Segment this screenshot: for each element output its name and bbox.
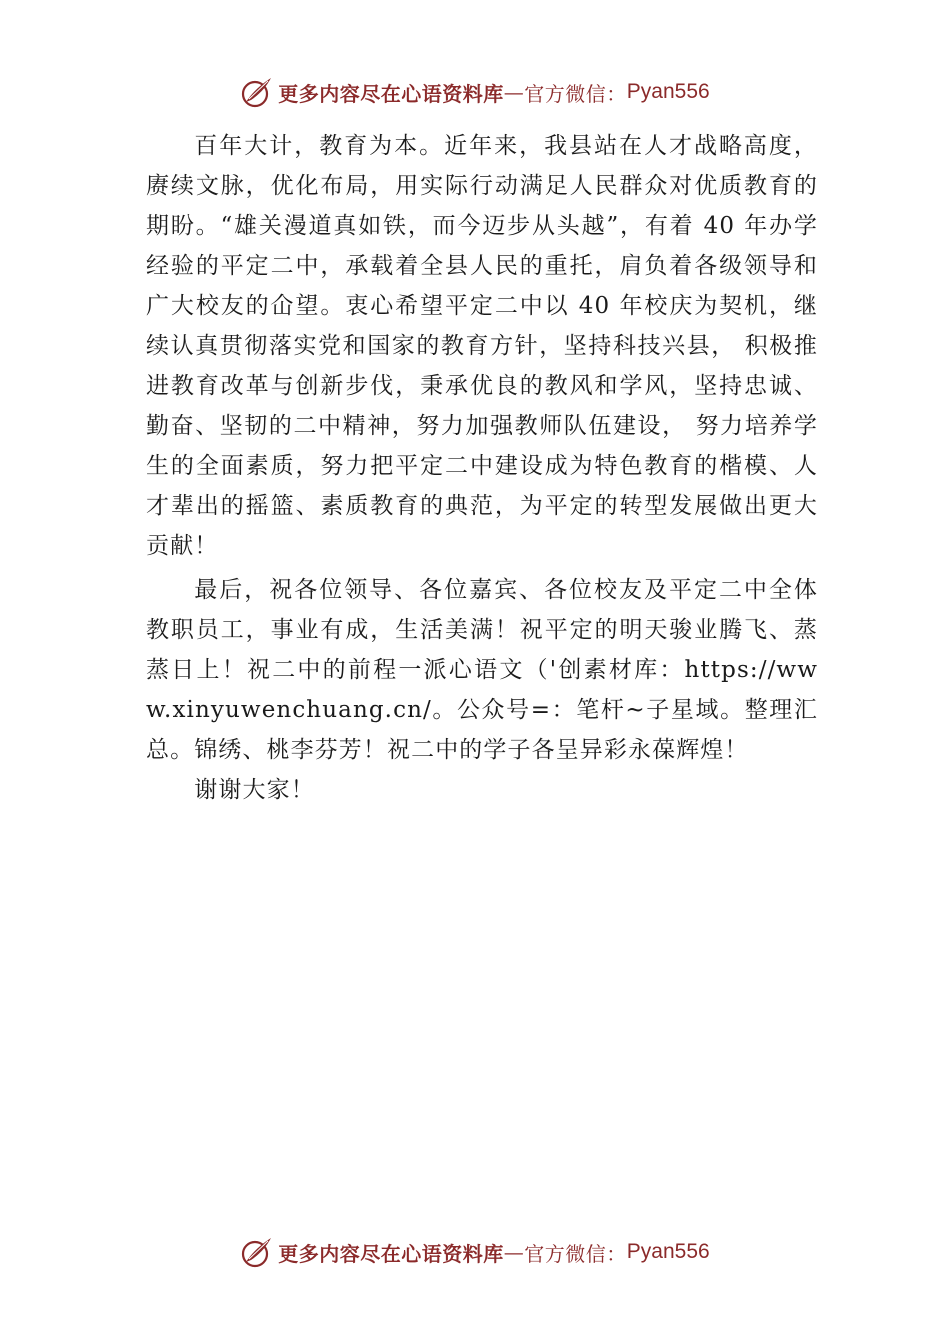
document-body <box>146 126 818 810</box>
banner-sub-text: 官方微信： <box>524 81 627 106</box>
banner-wechat-id: Pyan556 <box>626 1240 710 1263</box>
banner-sub-text: 官方微信： <box>524 1241 627 1266</box>
paragraph-1: 百年大计，教育为本。近年来，我县站在人才战略高度，赓续文脉，优化布局，用实际行动满足人民群众对优质教育的期盼。“雄关漫道真如铁，而今迈步从头越”，有着 40 年办学经验的平定二中，承载着全县人民的重托，肩负着各级领导和广大校友的仚望。衷心希望平定二中以 40 年校庆为契机，继续认真贯彻落实党和国家的教育方针，坚持科技兴县， 积极推进教育改革与创新步伐，秉承优良的教风和学风，坚持忠诚、勤奋、坚韧的二中精神，努力加强教师队伍建设， 努力培养学生的全面素质，努力把平定二中建设成为特色教育的楷模、人才辈出的摇篮、素质教育的典范，为平定的转型发展做出更大贡献！ <box>146 133 818 559</box>
header-banner <box>0 72 950 112</box>
banner-separator: — <box>503 80 525 104</box>
banner-separator: — <box>503 1240 525 1264</box>
feather-quill-logo-icon <box>240 1235 274 1269</box>
paragraph-3: 谢谢大家！ <box>194 777 315 803</box>
paragraph-2: 最后，祝各位领导、各位嘉宾、各位校友及平定二中全体教职员工，事业有成，生活美满！祝平定的明天骏业腾飞、蒸蒸日上！祝二中的前程一派心语文（'创素材库：https://www.xinyuwenchuang.cn/。公众号=：笔杆~子星域。整理汇总。锦绣、桃李芬芳！祝二中的学子各呈异彩永葆辉煌！ <box>146 577 818 763</box>
banner-main-text: 更多内容尽在心语资料库 <box>278 81 504 106</box>
banner-wechat-id: Pyan556 <box>626 80 710 103</box>
feather-quill-logo-icon <box>240 75 274 109</box>
footer-banner <box>0 1232 950 1272</box>
banner-main-text: 更多内容尽在心语资料库 <box>278 1241 504 1266</box>
